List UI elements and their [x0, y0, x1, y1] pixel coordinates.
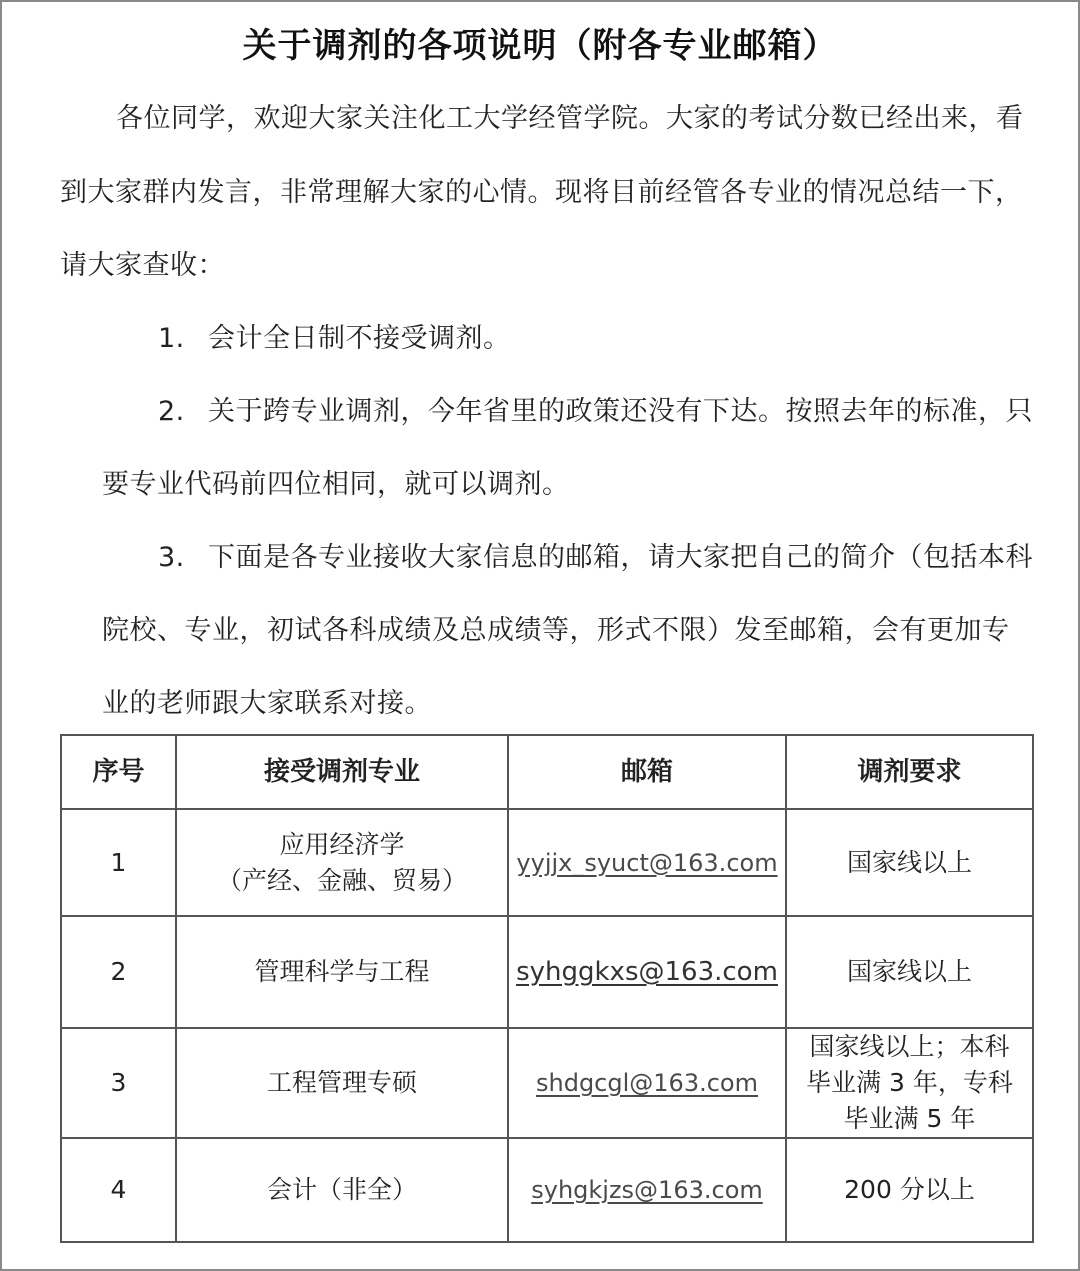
table-row	[61, 1138, 1033, 1242]
major-line: 应用经济学	[279, 829, 405, 859]
header-major: 接受调剂专业	[176, 735, 508, 809]
row-major	[176, 1138, 508, 1242]
list-item-text: 院校、专业，初试各科成绩及总成绩等，形式不限）发至邮箱，会有更加专	[102, 615, 1010, 646]
requirement-line: 国家线以上	[846, 847, 972, 877]
table-header-row	[61, 735, 1033, 809]
table-row	[61, 916, 1033, 1028]
list-item-text: 要专业代码前四位相同，就可以调剂。	[102, 469, 570, 500]
list-item-number: 1.	[158, 323, 185, 354]
requirement-line: 200 分以上	[844, 1175, 975, 1204]
requirement-line: 毕业满 5 年	[843, 1104, 976, 1133]
list-item-text: 业的老师跟大家联系对接。	[102, 688, 432, 719]
header-email: 邮箱	[508, 735, 786, 809]
list-item-number: 2.	[158, 396, 185, 427]
row-requirement	[786, 1028, 1033, 1138]
major-line: 会计（非全）	[266, 1175, 417, 1204]
row-email	[508, 1138, 786, 1242]
email-link[interactable]: syhgkjzs@163.com	[531, 1176, 763, 1204]
row-index: 3	[61, 1028, 176, 1138]
row-index: 4	[61, 1138, 176, 1242]
intro-line: 到大家群内发言，非常理解大家的心情。现将目前经管各专业的情况总结一下，	[60, 177, 1023, 208]
requirement-line: 国家线以上	[846, 957, 972, 986]
email-link[interactable]: syhggkxs@163.com	[516, 957, 778, 987]
requirement-line: 国家线以上；本科	[809, 1032, 1010, 1061]
list-item-text: 关于跨专业调剂，今年省里的政策还没有下达。按照去年的标准，只	[208, 396, 1033, 427]
email-link[interactable]: shdgcgl@163.com	[536, 1069, 758, 1097]
list-item-3	[158, 535, 1033, 574]
major-line: 工程管理专硕	[266, 1068, 417, 1097]
row-email	[508, 809, 786, 916]
requirement-line: 毕业满 3 年，专科	[806, 1068, 1013, 1097]
row-requirement	[786, 916, 1033, 1028]
list-item-1	[158, 316, 511, 355]
row-major	[176, 1028, 508, 1138]
row-email	[508, 1028, 786, 1138]
major-email-table	[60, 734, 1034, 1243]
row-major	[176, 809, 508, 916]
intro-line: 各位同学，欢迎大家关注化工大学经管学院。大家的考试分数已经出来，看	[116, 103, 1024, 134]
row-requirement	[786, 809, 1033, 916]
table-row	[61, 809, 1033, 916]
row-index: 1	[61, 809, 176, 916]
major-line: （产经、金融、贸易）	[216, 865, 467, 895]
list-item-text: 会计全日制不接受调剂。	[208, 323, 511, 354]
major-line: 管理科学与工程	[254, 957, 430, 986]
row-major	[176, 916, 508, 1028]
header-requirement: 调剂要求	[786, 735, 1033, 809]
table-row	[61, 1028, 1033, 1138]
list-item-text: 下面是各专业接收大家信息的邮箱，请大家把自己的简介（包括本科	[208, 542, 1033, 573]
email-link[interactable]: yyjjx_syuct@163.com	[516, 848, 778, 877]
header-index: 序号	[61, 735, 176, 809]
row-index: 2	[61, 916, 176, 1028]
row-requirement	[786, 1138, 1033, 1242]
list-item-number: 3.	[158, 542, 185, 573]
document-title: 关于调剂的各项说明（附各专业邮箱）	[242, 26, 838, 66]
list-item-2	[158, 389, 1033, 428]
intro-line: 请大家查收：	[60, 250, 225, 281]
row-email	[508, 916, 786, 1028]
